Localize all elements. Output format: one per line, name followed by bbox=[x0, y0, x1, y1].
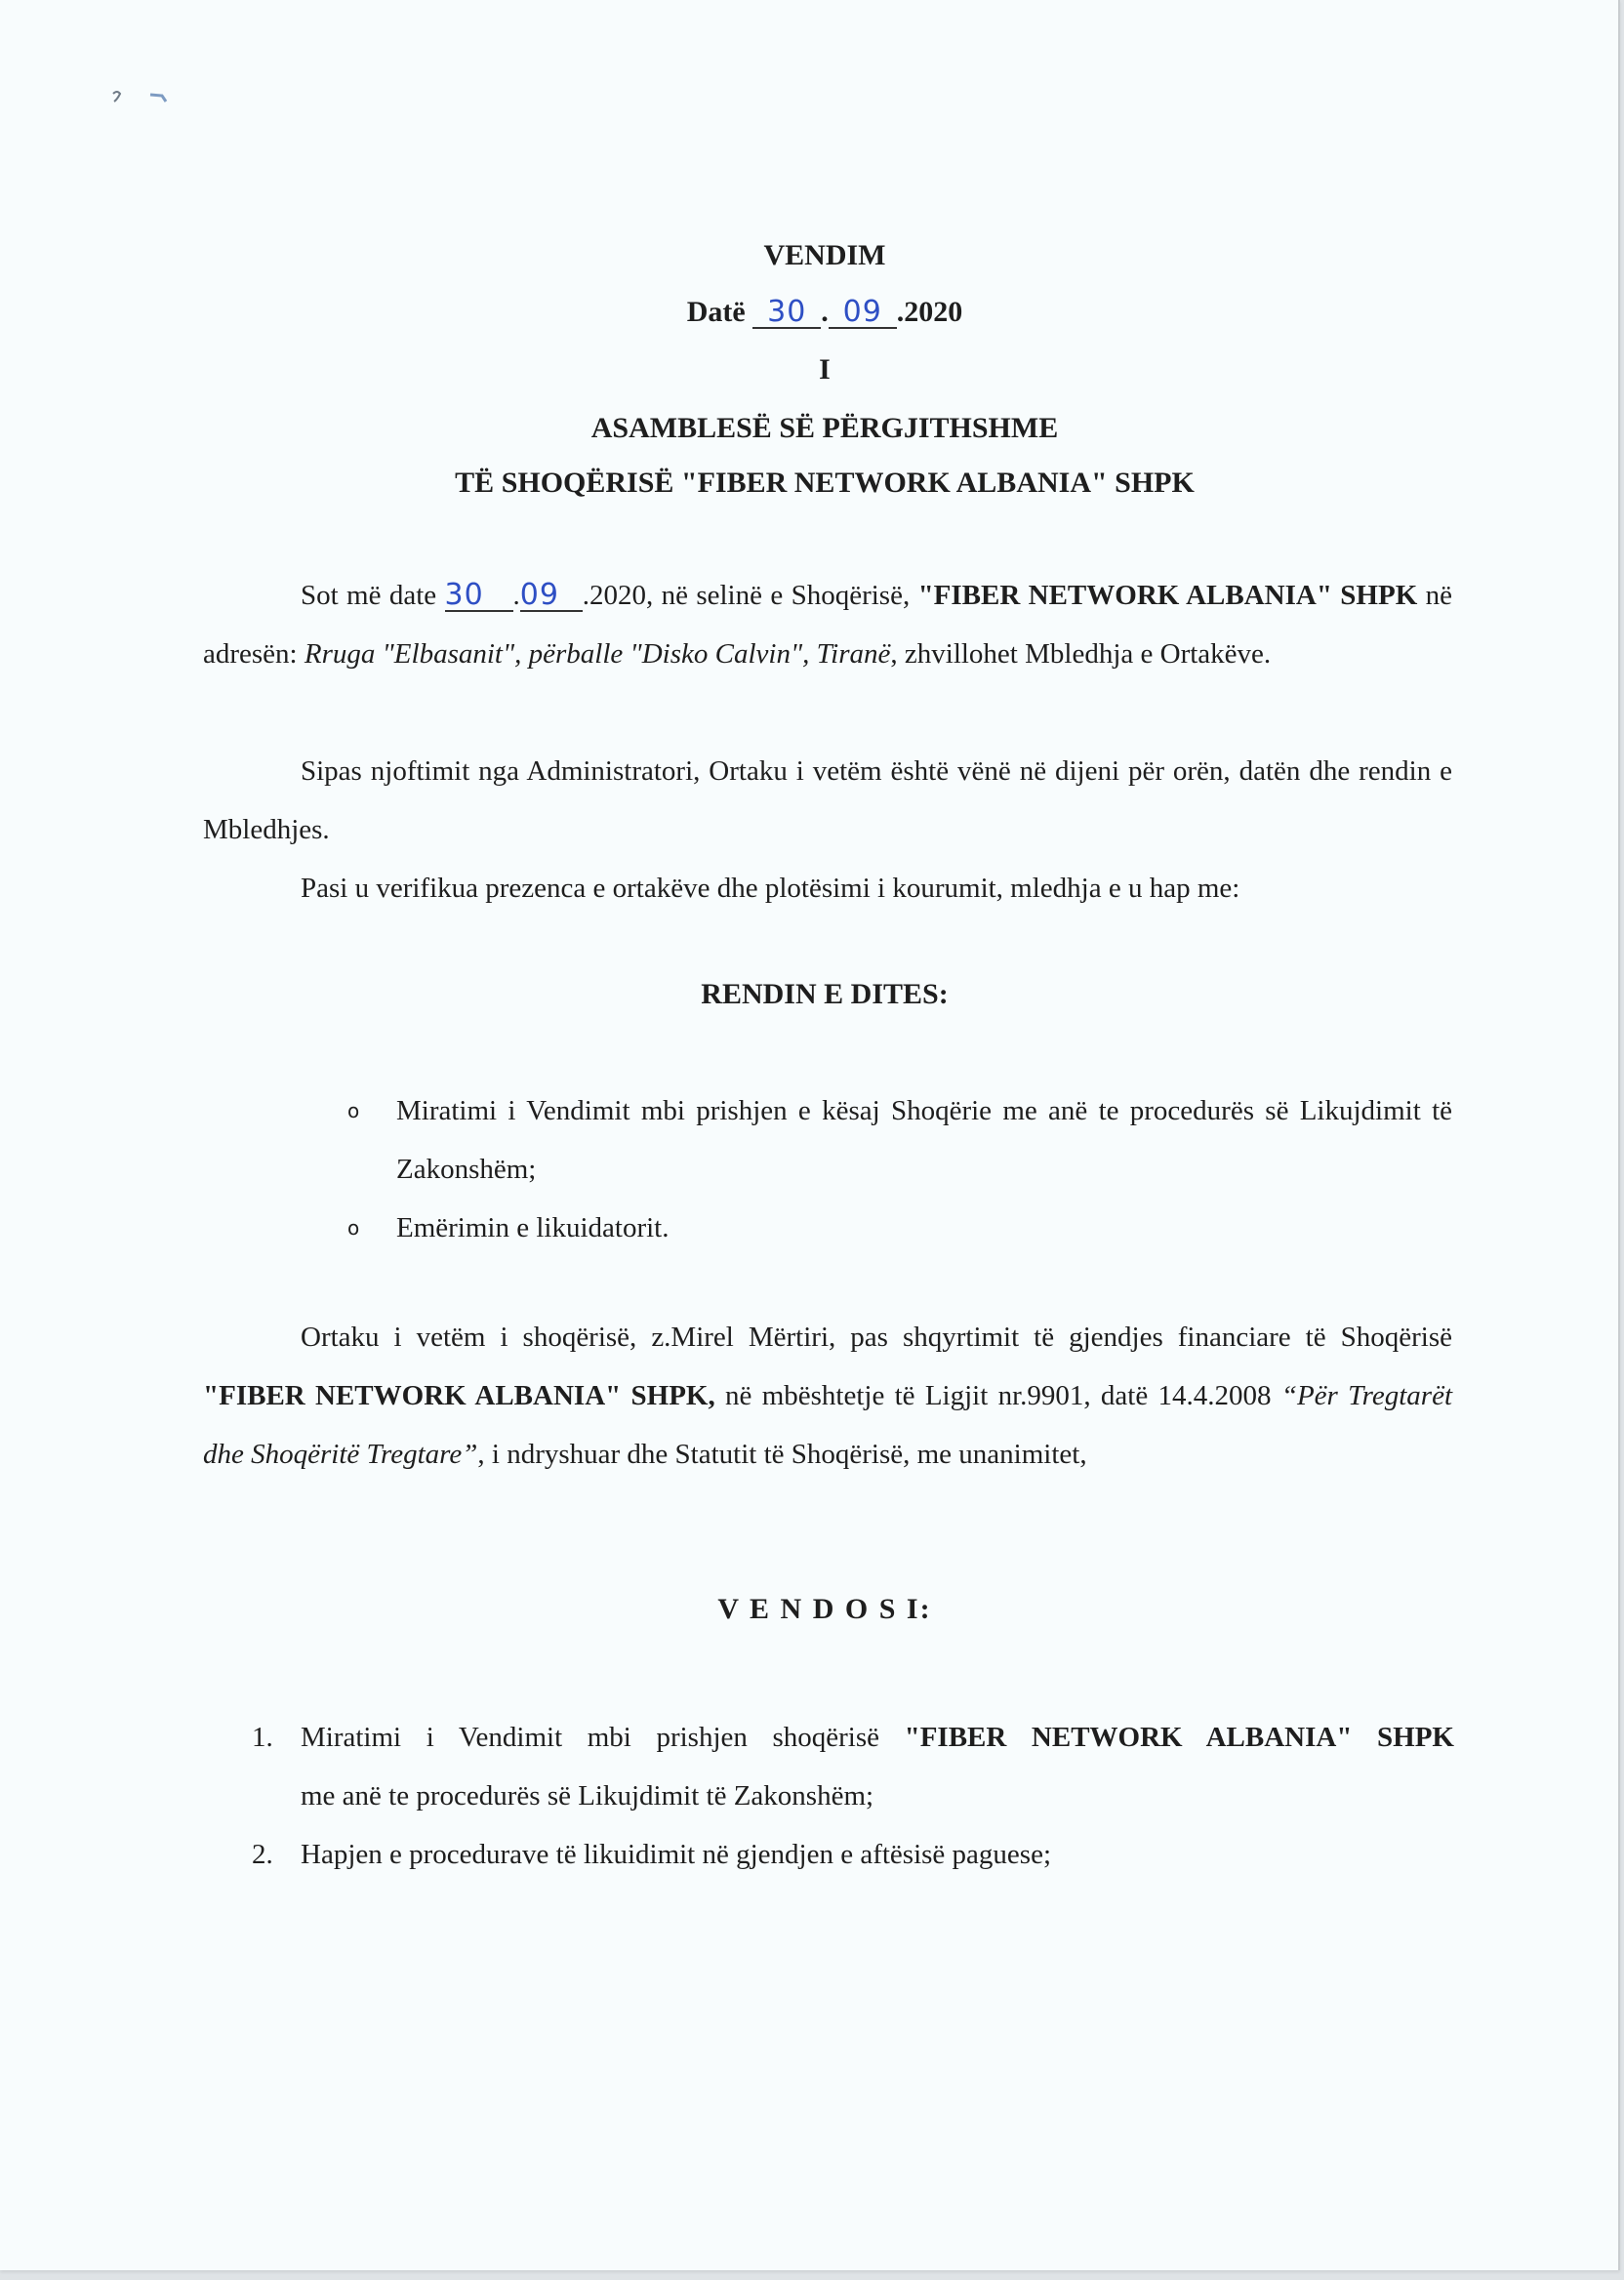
company-suffix: SHPK bbox=[1340, 580, 1418, 611]
agenda-list bbox=[347, 1081, 1452, 1257]
intro-day-field bbox=[444, 578, 513, 612]
handwritten-month: 09 bbox=[842, 295, 882, 329]
bullet-circle-icon: o bbox=[347, 1216, 360, 1240]
deliberation-text: , i ndryshuar dhe Statutit të Shoqërisë, me unanimitet, bbox=[477, 1439, 1087, 1470]
agenda-item bbox=[347, 1081, 1452, 1199]
company-name: "FIBER NETWORK ALBANIA" SHPK bbox=[904, 1722, 1454, 1753]
company-name: "FIBER NETWORK ALBANIA" bbox=[917, 580, 1332, 611]
intro-paragraph-1: Sot më date 30 .09 .2020, në selinë e Shoqërisë, "FIBER NETWORK ALBANIA" SHPK në adresën: Rruga "Elbasanit", përballe "Disko Calvin", Tiranë, zhvillohet Mbledhja e Ortakëve. bbox=[203, 578, 1452, 670]
intro-month-field bbox=[519, 578, 583, 612]
agenda-item bbox=[347, 1199, 1452, 1257]
header-assembly: ASAMBLESË SË PËRGJITHSHME bbox=[590, 412, 1059, 444]
address-label: në adresën: bbox=[203, 580, 1452, 670]
company-name: "FIBER NETWORK ALBANIA" SHPK, bbox=[203, 1380, 715, 1411]
header-line-i: I bbox=[819, 353, 831, 386]
decision-heading: V E N D O S I: bbox=[717, 1593, 932, 1625]
deliberation-text: Ortaku i vetëm i shoqërisë, z.Mirel Mërtiri, pas shqyrtimit të gjendjes financiare të Shoqërisë bbox=[301, 1322, 1452, 1353]
deliberation-text: në mbështetje të Ligjit nr.9901, datë 14.4.2008 bbox=[714, 1380, 1281, 1411]
intro-paragraph-2: Sipas njoftimit nga Administratori, Ortaku i vetëm është vënë në dijeni për orën, datën dhe rendin e Mbledhjes. bbox=[203, 755, 1452, 845]
handwritten-day: 30 bbox=[767, 295, 807, 329]
date-prefix: Datë bbox=[686, 296, 746, 328]
item-number: 1. bbox=[252, 1722, 273, 1753]
agenda-item-text: Emërimin e likuidatorit. bbox=[396, 1212, 670, 1243]
header-company: TË SHOQËRISË "FIBER NETWORK ALBANIA" SHPK bbox=[455, 467, 1195, 499]
date-day-field bbox=[752, 295, 821, 329]
decision-item-text: me anë te procedurës së Likujdimit të Zakonshëm; bbox=[301, 1780, 874, 1812]
handwritten-month: 09 bbox=[519, 578, 559, 612]
decision-item-text: Hapjen e procedurave të likuidimit në gjendjen e aftësisë paguese; bbox=[301, 1839, 1052, 1870]
date-year: .2020 bbox=[896, 296, 963, 328]
intro-paragraph-3: Pasi u verifikua prezenca e ortakëve dhe plotësimi i kourumit, mledhja e u hap me: bbox=[301, 873, 1240, 904]
intro-text: , zhvillohet Mbledhja e Ortakëve. bbox=[890, 638, 1272, 670]
address: Rruga "Elbasanit", përballe "Disko Calvin", Tiranë bbox=[297, 638, 891, 670]
item-number: 2. bbox=[252, 1839, 273, 1870]
intro-text: Sot më date bbox=[301, 580, 437, 611]
decision-list bbox=[252, 1708, 1454, 1884]
intro-text: .2020, në selinë e Shoqërisë, bbox=[582, 580, 911, 611]
handwritten-day: 30 bbox=[444, 578, 484, 612]
bullet-circle-icon: o bbox=[347, 1099, 360, 1122]
deliberation-paragraph bbox=[203, 1308, 1452, 1484]
agenda-heading: RENDIN E DITES: bbox=[701, 978, 949, 1010]
decision-item-text: Miratimi i Vendimit mbi prishjen shoqërisë bbox=[301, 1722, 905, 1753]
document-date: Datë 30 . 09 .2020 bbox=[686, 295, 963, 329]
law-title: “Për Tregtarët dhe Shoqëritë Tregtare” bbox=[203, 1380, 1453, 1470]
decision-item bbox=[252, 1708, 1454, 1825]
date-month-field bbox=[829, 295, 897, 329]
agenda-item-text: Miratimi i Vendimit mbi prishjen e kësaj Shoqërie me anë te procedurës së Likujdimit të Zakonshëm; bbox=[396, 1095, 1452, 1185]
scan-artifact-icon bbox=[111, 90, 170, 105]
document-title: VENDIM bbox=[763, 239, 886, 271]
decision-item bbox=[252, 1825, 1454, 1884]
